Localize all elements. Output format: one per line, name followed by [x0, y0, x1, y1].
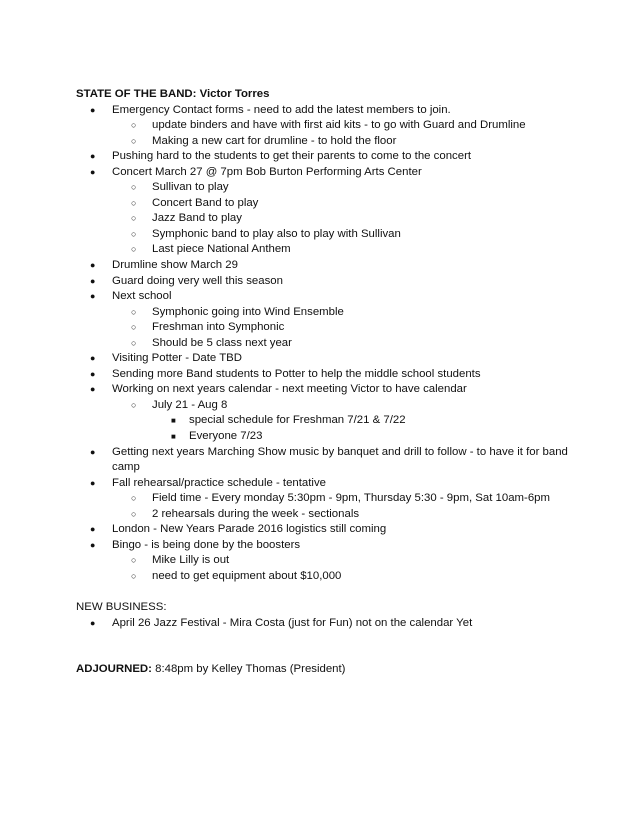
- list-item: ● Drumline show March 29: [76, 258, 576, 274]
- circle-bullet-icon: ○: [131, 213, 137, 224]
- bullet-icon: ●: [90, 446, 96, 457]
- list-item: ● Bingo - is being done by the boosters: [76, 538, 576, 554]
- bullet-icon: ●: [90, 166, 96, 177]
- list-item: ○ Should be 5 class next year: [76, 336, 576, 352]
- list-item: ● Emergency Contact forms - need to add the latest members to join.: [76, 103, 576, 119]
- list-item: ○ Symphonic going into Wind Ensemble: [76, 305, 576, 321]
- list-item: ● Visiting Potter - Date TBD: [76, 351, 576, 367]
- list-item: ● Working on next years calendar - next meeting Victor to have calendar: [76, 382, 576, 398]
- new-business-heading: NEW BUSINESS:: [76, 601, 167, 613]
- list-item: ○ Making a new cart for drumline - to hold the floor: [76, 134, 576, 150]
- list-item: ○ update binders and have with first aid kits - to go with Guard and Drumline: [76, 118, 576, 134]
- list-item: ○ Last piece National Anthem: [76, 242, 576, 258]
- list-item: ○ Sullivan to play: [76, 180, 576, 196]
- spacer: [76, 585, 576, 601]
- bullet-icon: ●: [90, 275, 96, 286]
- list-item: ● Next school: [76, 289, 576, 305]
- list-item: ● London - New Years Parade 2016 logistics still coming: [76, 522, 576, 538]
- bullet-icon: ●: [90, 353, 96, 364]
- list-item: ○ Field time - Every monday 5:30pm - 9pm, Thursday 5:30 - 9pm, Sat 10am-6pm: [76, 491, 576, 507]
- list-item: ■ special schedule for Freshman 7/21 & 7/22: [76, 413, 576, 429]
- circle-bullet-icon: ○: [131, 135, 137, 146]
- list-item: ● Pushing hard to the students to get their parents to come to the concert: [76, 149, 576, 165]
- list-item: ● Getting next years Marching Show music by banquet and drill to follow - to have it for band camp: [90, 445, 568, 474]
- circle-bullet-icon: ○: [131, 244, 137, 255]
- circle-bullet-icon: ○: [131, 337, 137, 348]
- circle-bullet-icon: ○: [131, 493, 137, 504]
- bullet-icon: ●: [90, 260, 96, 271]
- list-item: ● Guard doing very well this season: [76, 274, 576, 290]
- bullet-icon: ●: [90, 291, 96, 302]
- list-item: ○ need to get equipment about $10,000: [76, 569, 576, 585]
- state-of-band-heading: STATE OF THE BAND: Victor Torres: [76, 88, 270, 100]
- list-item: ● April 26 Jazz Festival - Mira Costa (just for Fun) not on the calendar Yet: [76, 616, 576, 632]
- circle-bullet-icon: ○: [131, 228, 137, 239]
- list-item: ○ Freshman into Symphonic: [76, 320, 576, 336]
- list-item: ○ Mike Lilly is out: [76, 553, 576, 569]
- list-item: ○ Concert Band to play: [76, 196, 576, 212]
- list-item: ● Sending more Band students to Potter to help the middle school students: [76, 367, 576, 383]
- circle-bullet-icon: ○: [131, 508, 137, 519]
- adjourned-text: 8:48pm by Kelley Thomas (President): [151, 663, 346, 676]
- spacer: [76, 631, 576, 662]
- square-bullet-icon: ■: [171, 432, 176, 442]
- meeting-minutes: [76, 87, 576, 678]
- circle-bullet-icon: ○: [131, 399, 137, 410]
- list-item: ● Fall rehearsal/practice schedule - tentative: [76, 476, 576, 492]
- bullet-icon: ●: [90, 384, 96, 395]
- bullet-icon: ●: [90, 524, 96, 535]
- bullet-icon: ●: [90, 151, 96, 162]
- square-bullet-icon: ■: [171, 416, 176, 426]
- list-item: ○ July 21 - Aug 8: [76, 398, 576, 414]
- circle-bullet-icon: ○: [131, 182, 137, 193]
- bullet-icon: ●: [90, 539, 96, 550]
- list-item: ○ Symphonic band to play also to play with Sullivan: [76, 227, 576, 243]
- adjourned-label: ADJOURNED:: [76, 663, 152, 676]
- list-item: ○ Jazz Band to play: [76, 211, 576, 227]
- bullet-icon: ●: [90, 477, 96, 488]
- circle-bullet-icon: ○: [131, 570, 137, 581]
- circle-bullet-icon: ○: [131, 306, 137, 317]
- bullet-icon: ●: [90, 104, 96, 115]
- circle-bullet-icon: ○: [131, 120, 137, 131]
- bullet-icon: ●: [90, 368, 96, 379]
- list-item: ○ 2 rehearsals during the week - sectionals: [76, 507, 576, 523]
- circle-bullet-icon: ○: [131, 555, 137, 566]
- circle-bullet-icon: ○: [131, 322, 137, 333]
- circle-bullet-icon: ○: [131, 197, 137, 208]
- list-item: ● Concert March 27 @ 7pm Bob Burton Performing Arts Center: [76, 165, 576, 181]
- list-item: ■ Everyone 7/23: [76, 429, 576, 445]
- bullet-icon: ●: [90, 617, 96, 628]
- adjourned-line: [76, 662, 576, 678]
